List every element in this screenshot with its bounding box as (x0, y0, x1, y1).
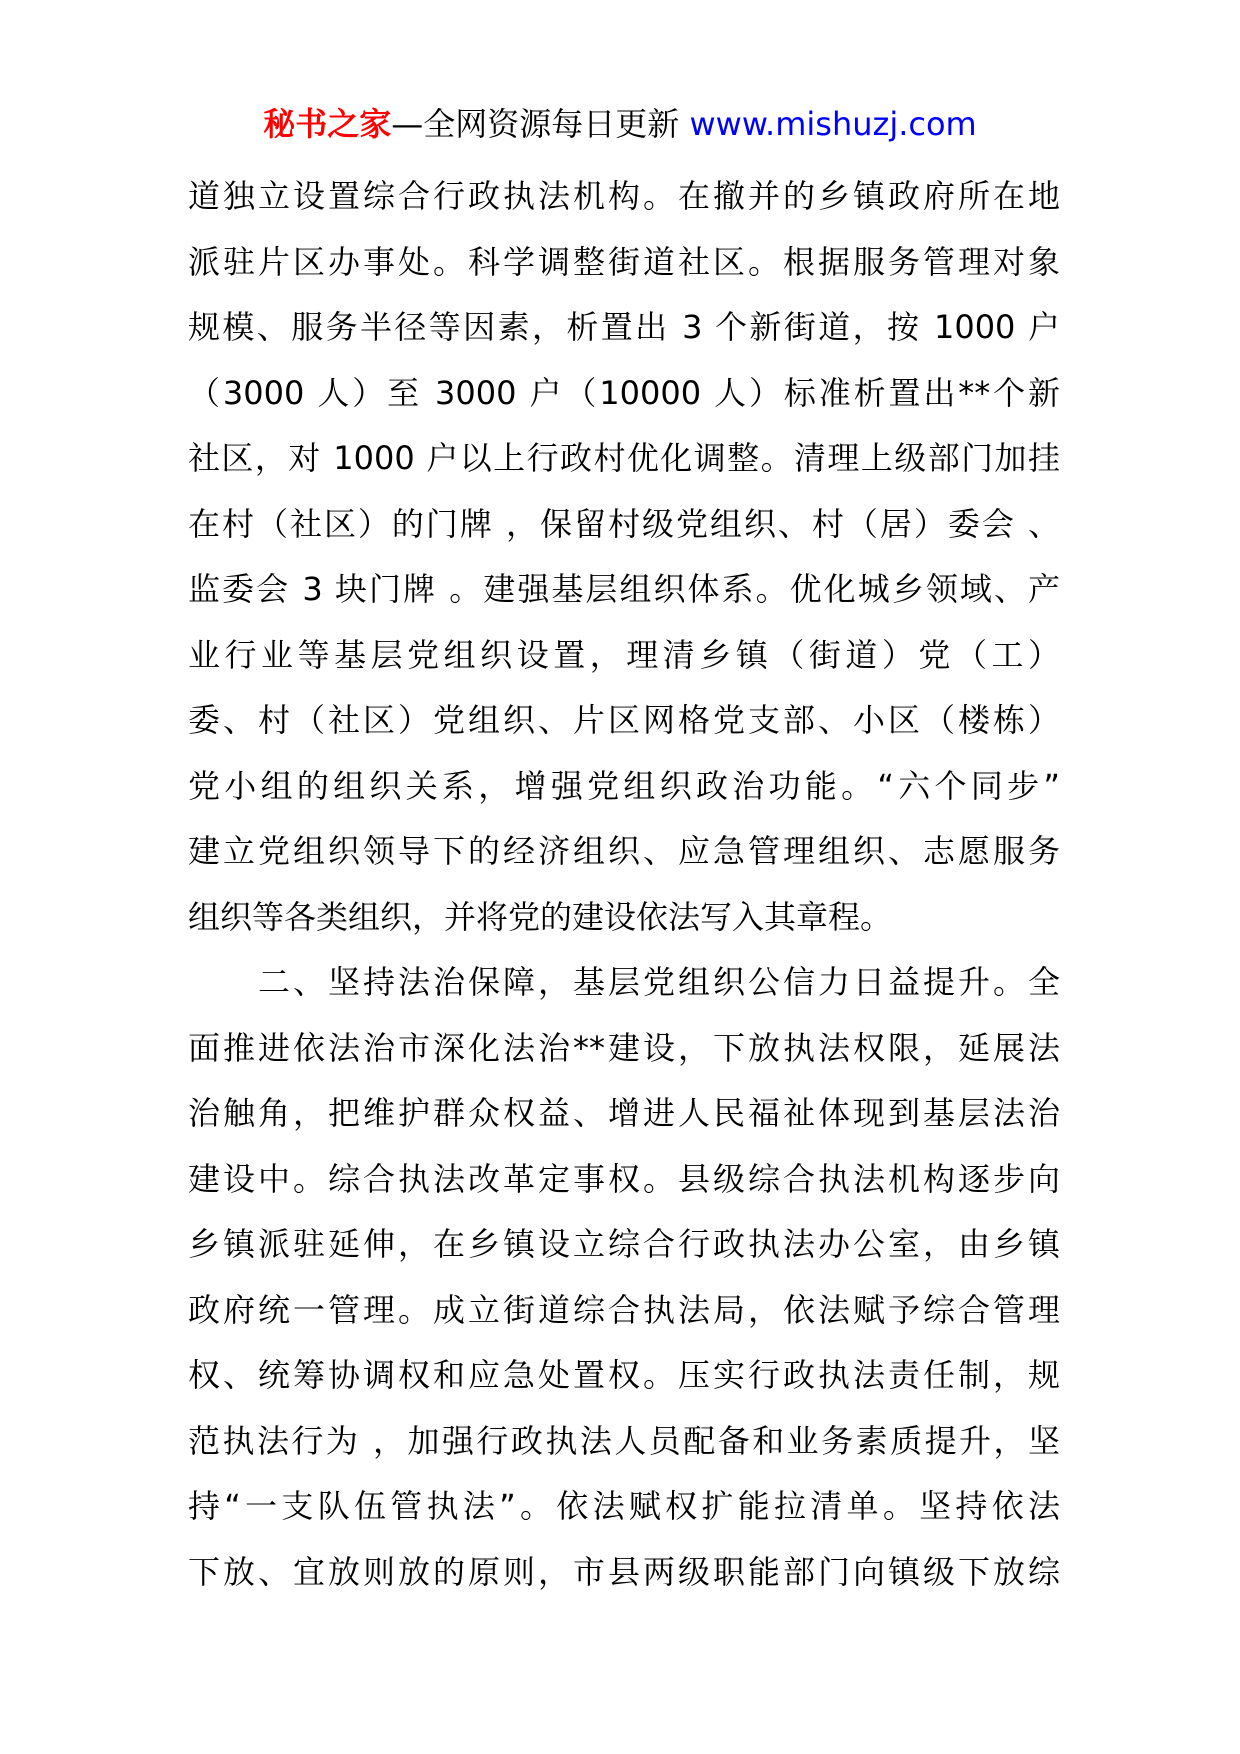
section-heading-line: 二、坚持法治保障，基层党组织公信力日益提升。全 (188, 963, 1060, 1001)
text-line: 政府统一管理。成立街道综合执法局，依法赋予综合管理 (188, 1290, 1060, 1329)
text-line: 建设中。综合执法改革定事权。县级综合执法机构逐步向 (188, 1159, 1060, 1198)
header-separator: — (391, 105, 424, 143)
text-line: 乡镇派驻延伸，在乡镇设立综合行政执法办公室，由乡镇 (188, 1225, 1060, 1263)
text-line: 委、村（社区）党组织、片区网格党支部、小区（楼栋） (188, 701, 1060, 739)
text-line: 面推进依法治市深化法治**建设，下放执法权限，延展法 (188, 1028, 1060, 1067)
text-line: （3000 人）至 3000 户（10000 人）标准析置出**个新 (188, 373, 1060, 412)
brand-name: 秘书之家 (263, 105, 392, 143)
text-line: 范执法行为 ，加强行政执法人员配备和业务素质提升，坚 (188, 1421, 1060, 1460)
text-line: 社区，对 1000 户以上行政村优化调整。清理上级部门加挂 (188, 439, 1060, 477)
site-url-link[interactable]: www.mishuzj.com (689, 105, 977, 143)
document-body (188, 164, 1060, 1605)
text-line: 组织等各类组织，并将党的建设依法写入其章程。 (188, 897, 893, 936)
text-line: 道独立设置综合行政执法机构。在撤并的乡镇政府所在地 (188, 177, 1060, 215)
text-line: 持“一支队伍管执法”。依法赋权扩能拉清单。坚持依法 (188, 1487, 1060, 1525)
text-line: 权、统筹协调权和应急处置权。压实行政执法责任制，规 (188, 1356, 1060, 1394)
text-line: 监委会 3 块门牌 。建强基层组织体系。优化城乡领域、产 (188, 570, 1060, 608)
text-line: 建立党组织领导下的经济组织、应急管理组织、志愿服务 (188, 832, 1060, 870)
text-line: 业行业等基层党组织设置，理清乡镇（街道）党（工） (188, 635, 1060, 674)
site-header (0, 100, 1240, 148)
text-line: 在村（社区）的门牌 ，保留村级党组织、村（居）委会 、 (188, 504, 1060, 543)
text-line: 党小组的组织关系，增强党组织政治功能。“六个同步” (188, 766, 1060, 805)
text-line: 下放、宜放则放的原则，市县两级职能部门向镇级下放综 (188, 1552, 1060, 1591)
header-tagline: 全网资源每日更新 (423, 105, 680, 143)
text-line: 治触角，把维护群众权益、增进人民福祉体现到基层法治 (188, 1094, 1060, 1132)
text-line: 派驻片区办事处。科学调整街道社区。根据服务管理对象 (188, 242, 1060, 281)
text-line: 规模、服务半径等因素，析置出 3 个新街道，按 1000 户 (188, 308, 1060, 346)
